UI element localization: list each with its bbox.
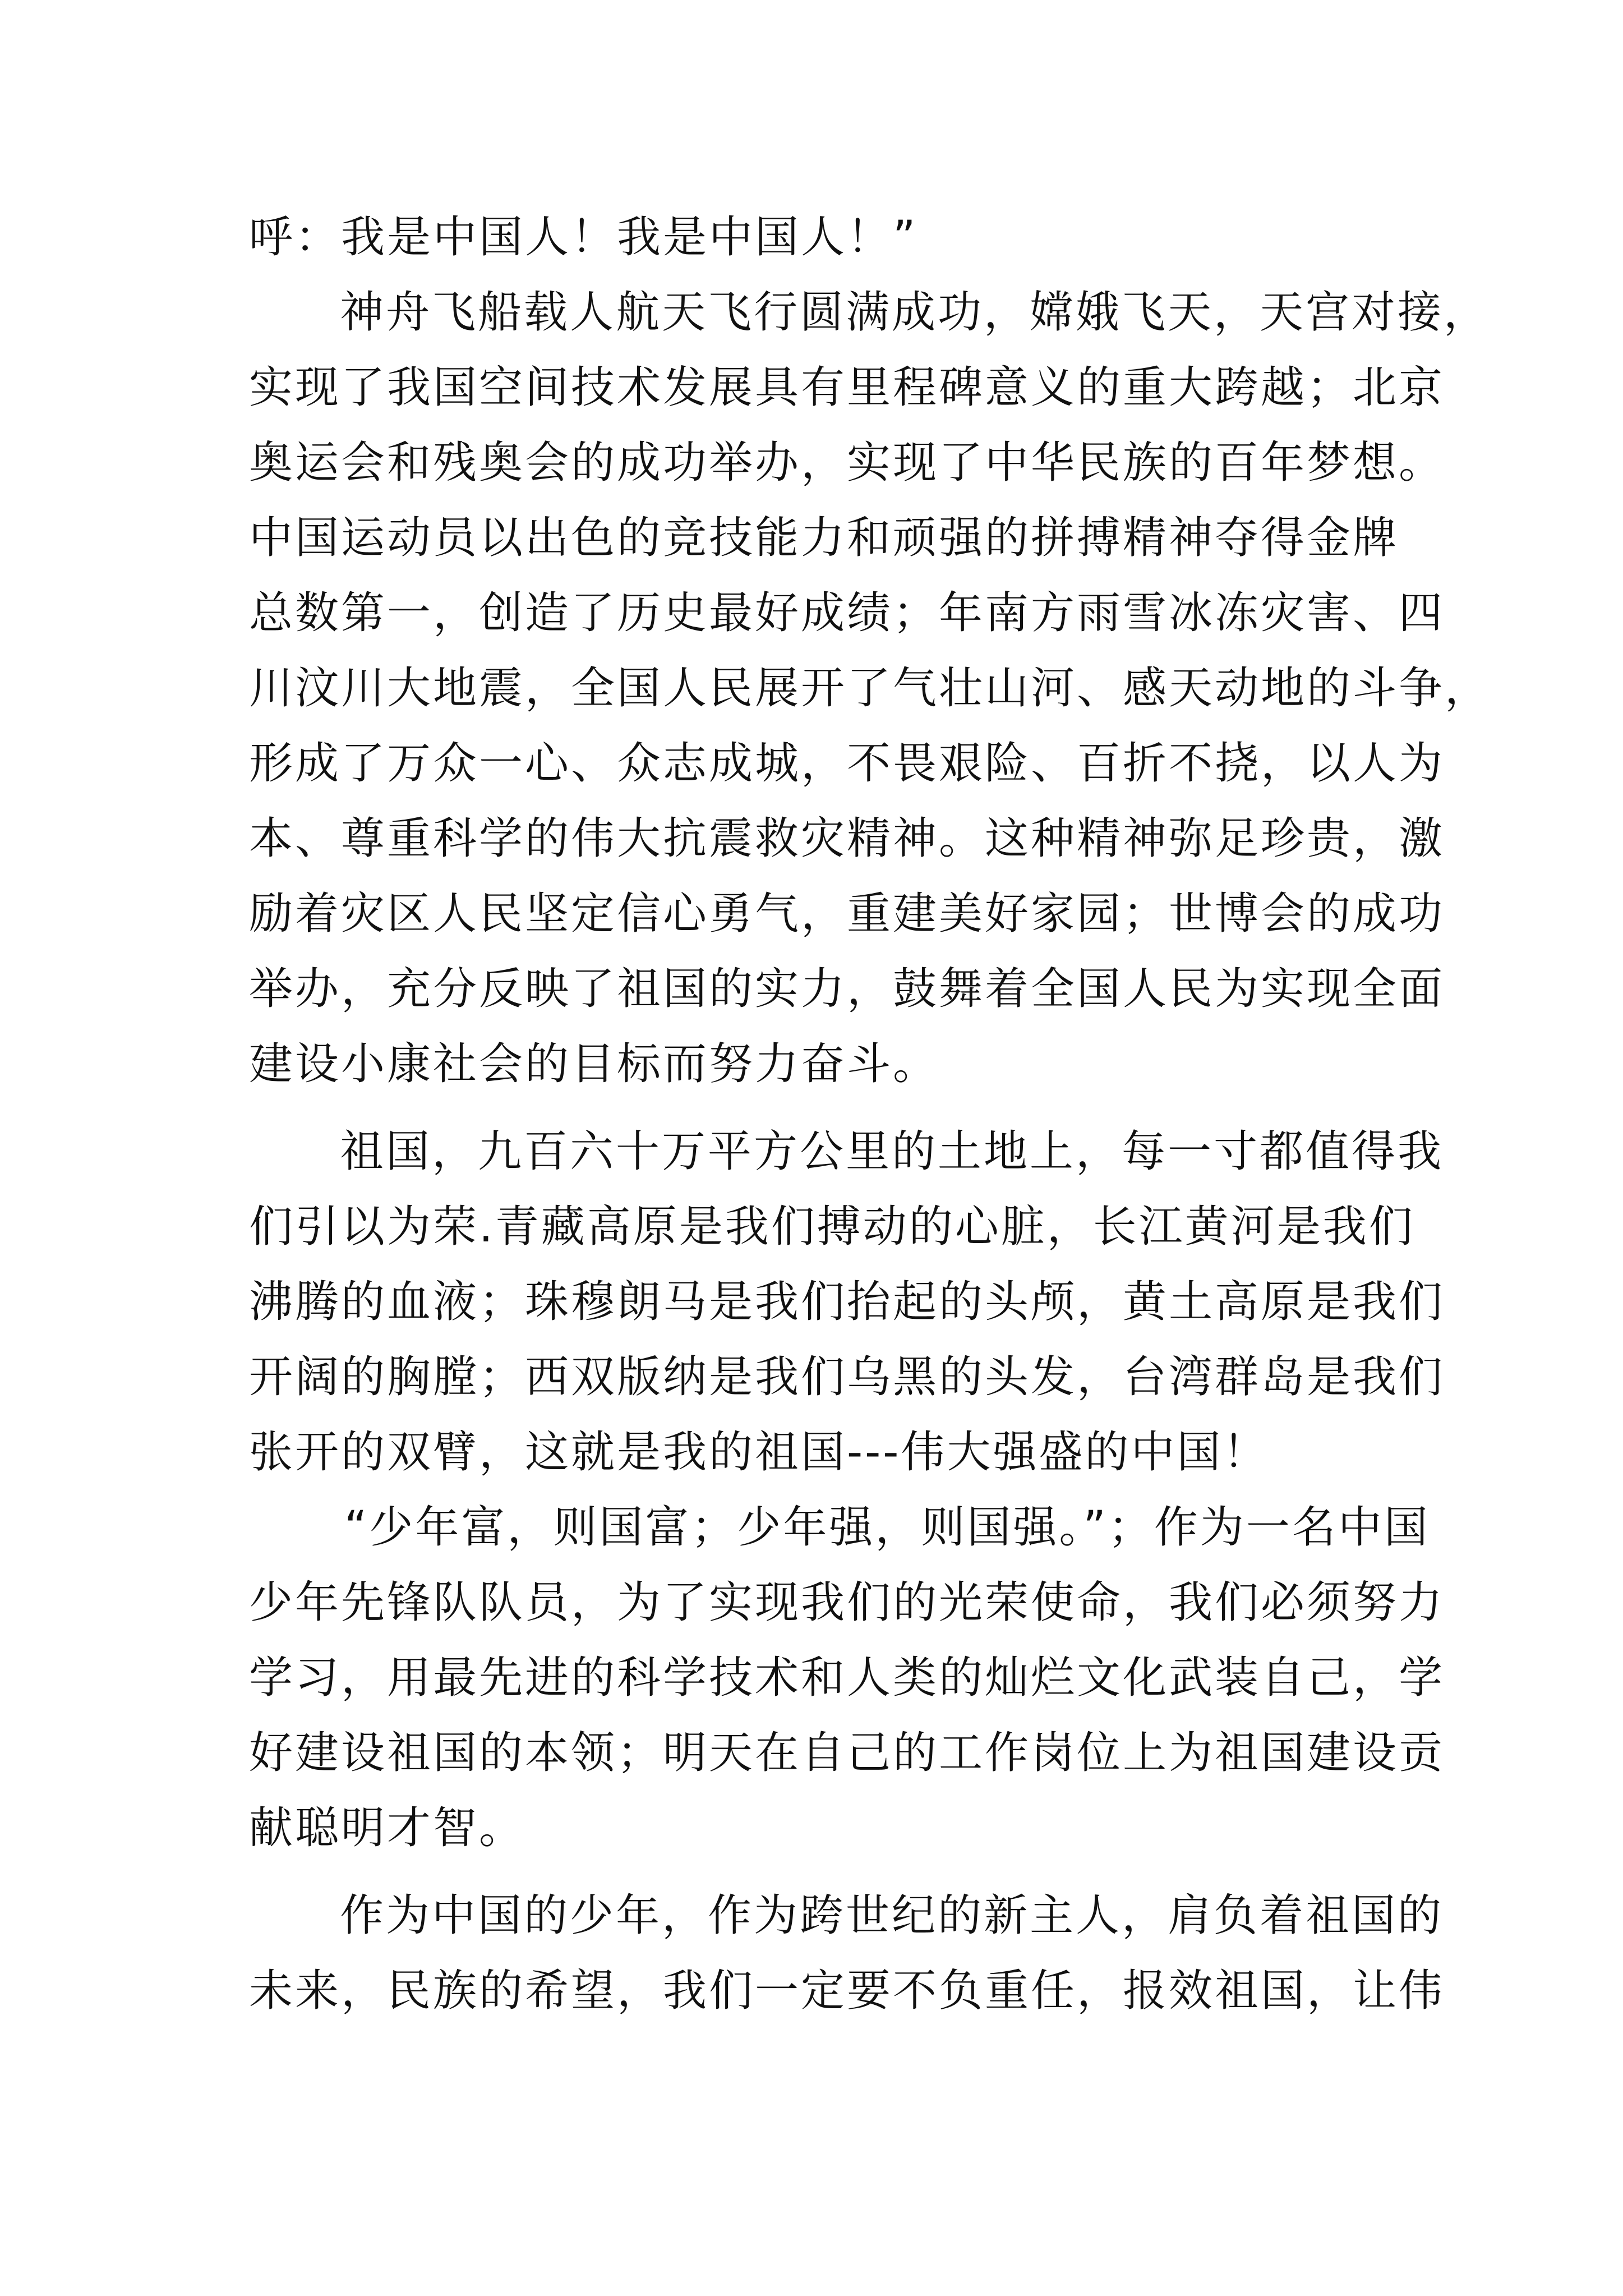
text-line: 形成了万众一心、众志成城，不畏艰险、百折不挠，以人为 xyxy=(249,738,1445,789)
text-line: 们引以为荣.青藏高原是我们搏动的心脏，长江黄河是我们 xyxy=(249,1202,1415,1252)
text-line: 未来，民族的希望，我们一定要不负重任，报效祖国，让伟 xyxy=(249,1966,1445,2016)
text-line: 总数第一，创造了历史最好成绩；年南方雨雪冰冻灾害、四 xyxy=(249,588,1445,638)
text-line: 建设小康社会的目标而努力奋斗。 xyxy=(249,1039,939,1089)
text-line: 实现了我国空间技术发展具有里程碑意义的重大跨越；北京 xyxy=(249,362,1445,413)
text-line: 呼：我是中国人！我是中国人！” xyxy=(249,212,918,263)
text-line: 举办，充分反映了祖国的实力，鼓舞着全国人民为实现全面 xyxy=(249,964,1445,1014)
paragraph-first-line: “少年富，则国富；少年强，则国强。”；作为一名中国 xyxy=(344,1502,1430,1553)
paragraph-first-line: 作为中国的少年，作为跨世纪的新主人，肩负着祖国的 xyxy=(340,1890,1444,1941)
text-line: 奥运会和残奥会的成功举办，实现了中华民族的百年梦想。 xyxy=(249,438,1445,488)
text-line: 川汶川大地震，全国人民展开了气壮山河、感天动地的斗争， xyxy=(249,663,1491,714)
text-line: 张开的双臂，这就是我的祖国---伟大强盛的中国！ xyxy=(249,1427,1269,1478)
text-line: 励着灾区人民坚定信心勇气，重建美好家园；世博会的成功 xyxy=(249,889,1445,939)
text-line: 沸腾的血液；珠穆朗马是我们抬起的头颅，黄土高原是我们 xyxy=(249,1277,1445,1327)
text-line: 好建设祖国的本领；明天在自己的工作岗位上为祖国建设贡 xyxy=(249,1728,1445,1778)
text-line: 本、尊重科学的伟大抗震救灾精神。这种精神弥足珍贵，激 xyxy=(249,813,1445,864)
text-line: 开阔的胸膛；西双版纳是我们乌黑的头发，台湾群岛是我们 xyxy=(249,1352,1445,1402)
paragraph-first-line: 祖国，九百六十万平方公里的土地上，每一寸都值得我 xyxy=(340,1126,1444,1177)
text-line: 献聪明才智。 xyxy=(249,1803,525,1853)
paragraph-first-line: 神舟飞船载人航天飞行圆满成功，嫦娥飞天，天宫对接， xyxy=(340,287,1490,338)
text-line: 学习，用最先进的科学技术和人类的灿烂文化武装自己，学 xyxy=(249,1653,1445,1703)
text-line: 少年先锋队队员，为了实现我们的光荣使命，我们必须努力 xyxy=(249,1577,1445,1628)
text-line: 中国运动员以出色的竞技能力和顽强的拼搏精神夺得金牌 xyxy=(249,513,1399,563)
